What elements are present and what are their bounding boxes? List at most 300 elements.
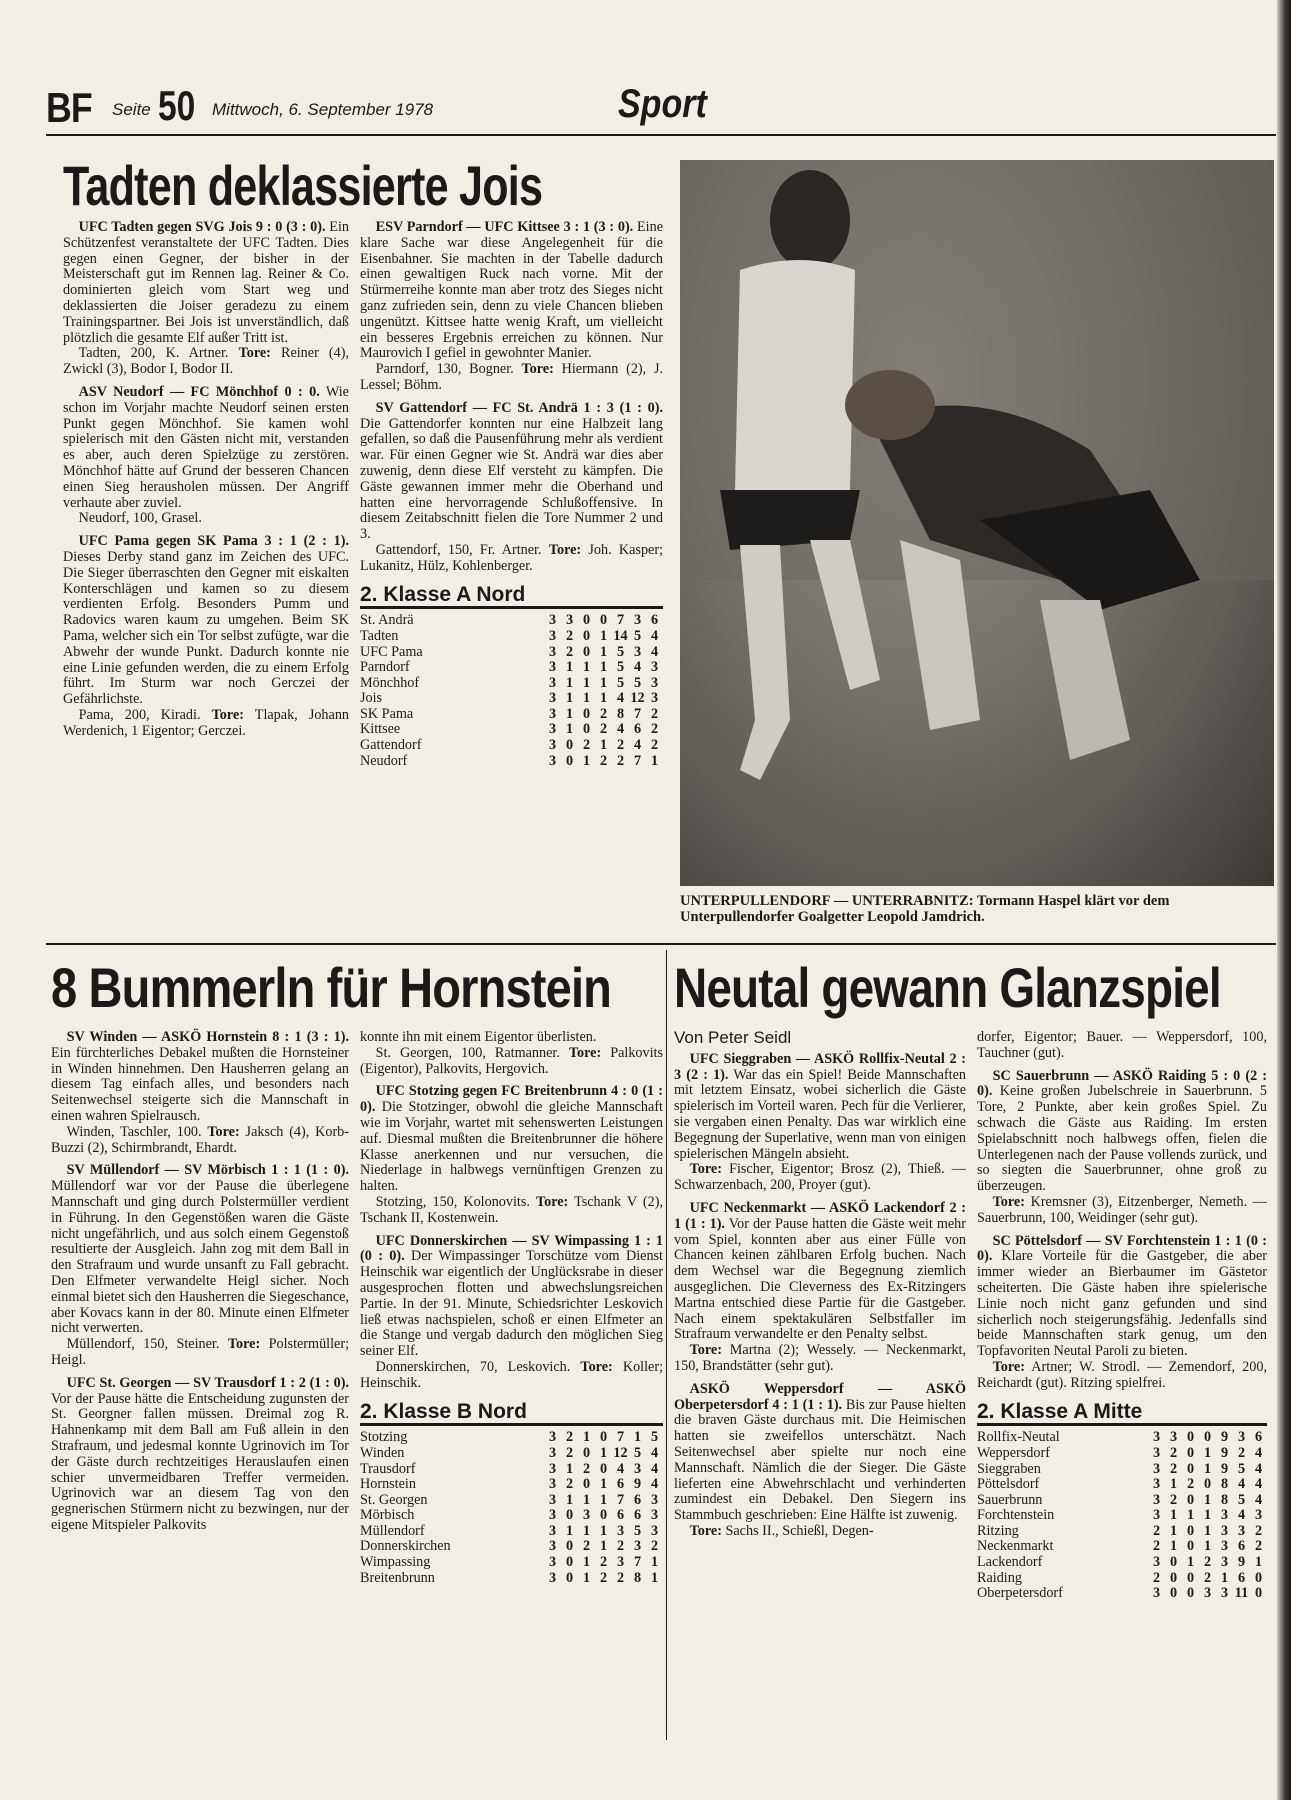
article-text: Dieses Derby stand ganz im Zeichen des UFC. Die Sieger überraschten den Gegner mit eiskalten Konterschlägen und kamen so zu diesem verdienten Erfolg. Besonders Pumm und Radovics waren kaum zu umgehen. Beim SK Pama, welcher sich ein Tor selbst zufügte, war die Abwehr der wunde Punkt. Dadurch konnte nie eine Linie gefunden werden, die zu einem Erfolg führt. Im Sturm war noch Gerczei der Gefährlichste. [63,548,349,708]
standings-title: 2. Klasse B Nord [360,1404,663,1427]
standings-value: 3 [1237,1429,1246,1446]
match-result-heading: SV Gattendorf — FC St. Andrä 1 : 3 (1 : 0). [375,399,663,416]
standings-value: 6 [616,1507,625,1524]
article-paragraph [674,1382,966,1524]
match-result-heading: SV Müllendorf — SV Mörbisch 1 : 1 (1 : 0). [66,1162,349,1179]
article-paragraph [977,1069,1267,1195]
goals-label: Tore: [568,1044,602,1061]
standings-value: 2 [565,1429,574,1446]
standings-value: 1 [599,627,608,644]
team-name: Raiding [977,1569,1022,1586]
standings-value: 0 [1186,1585,1195,1602]
standings-value: 3 [1152,1444,1161,1461]
standings-value: 1 [599,659,608,676]
standings-row [360,660,663,676]
scan-edge [1277,0,1291,1800]
standings-value: 3 [548,643,557,660]
standings-value: 3 [1254,1507,1263,1524]
standings-value: 3 [1152,1476,1161,1493]
standings-value: 1 [599,737,608,754]
standings-value: 3 [548,690,557,707]
standings-value: 2 [599,1554,608,1571]
goals-label: Tore: [689,1342,722,1359]
match-venue-referee: Parndorf, 130, Bogner. [375,361,514,378]
standings-value: 3 [650,1491,659,1508]
standings-value: 1 [1186,1507,1195,1524]
standings-value: 0 [1186,1491,1195,1508]
standings-row [360,645,663,661]
standings-value: 2 [650,737,659,754]
standings-row [360,707,663,723]
article-text: Die Stotzinger, obwohl die gleiche Mannschaft wie im Vorjahr, wartet mit sehenswerten Leistungen auf. Diesmal mußten die Breitenbrunner die höhere Klasse anerkennen und nur versuchen, die Niederlage in halbwegs vernünftigen Grenzen zu halten. [360,1099,663,1195]
article-text: Der Wimpassinger Torschütze vom Dienst Heinschik war eigentlich der Unglücksrabe in dieser ausgesprochen flotten und abwechslungsreichen Partie. In der 91. Minute, Schiedsrichter Leskovich ließ etwas nachspielen, schoß er einen Elfmeter an die Stange und vergab dadurch den möglichen Sieg seiner Elf. [360,1248,663,1360]
standings-value: 1 [565,705,574,722]
standings-value: 3 [650,659,659,676]
standings-value: 3 [582,1507,591,1524]
standings-value: 2 [1169,1460,1178,1477]
standings-row [360,1430,663,1446]
match-result-heading: SV Winden — ASKÖ Hornstein 8 : 1 (3 : 1). [66,1029,349,1045]
standings-value: 3 [548,752,557,769]
section-rule [46,943,1276,945]
standings-value: 3 [548,1491,557,1508]
standings-value: 1 [599,1476,608,1493]
article-column-body [674,1052,966,1540]
article-paragraph [360,1084,663,1195]
article-column [674,1030,966,1540]
team-name: Kittsee [360,721,401,738]
standings-value: 3 [548,659,557,676]
standings-value: 1 [650,752,659,769]
article-paragraph [360,220,663,362]
article-text: Müllendorf war vor der Pause die überlegene Mannschaft und ging durch Polstermüller verdient in Führung. In den Gegenstößen waren die Gäste nicht ungefährlich, und aus solch einem Gegenstoß resultierte der Ausgleich. Jahn zog mit dem Ball in den Strafraum und wurde unsanft zu Fall gebracht. Den Elfmeter verwandelte Heigl sicher. Noch einmal bietet sich den Hausherren die Siegeschance, aber Kovacs kann in der 80. Minute einen Elfmeter nicht verwerten. [51,1178,349,1337]
team-name: Tadten [360,627,399,644]
article-paragraph [360,1030,663,1046]
match-result-heading: ASV Neudorf — FC Mönchhof 0 : 0. [78,383,320,400]
standings-value: 6 [633,721,642,738]
standings-value: 1 [565,1460,574,1477]
standings-value: 2 [1254,1538,1263,1555]
match-result-heading: UFC Tadten gegen SVG Jois 9 : 0 (3 : 0). [78,219,326,235]
standings-value: 8 [1220,1476,1229,1493]
standings-value: 5 [633,1522,642,1539]
standings-value: 9 [633,1476,642,1493]
standings-value: 2 [565,1476,574,1493]
goals-label: Tore: [211,706,244,723]
standings-value: 2 [616,1569,625,1586]
match-venue-referee: Pama, 200, Kiradi. [78,706,201,723]
standings-value: 3 [548,1429,557,1446]
standings-value: 3 [1152,1460,1161,1477]
match-photo [680,160,1274,886]
standings-row [360,1462,663,1478]
standings-value: 4 [1254,1460,1263,1477]
standings-value: 2 [1203,1554,1212,1571]
match-info [63,511,349,527]
standings-value: 1 [565,659,574,676]
standings-value: 3 [616,1554,625,1571]
article-paragraph [360,1234,663,1360]
standings-value: 6 [1254,1429,1263,1446]
goals-label: Tore: [535,1193,569,1210]
standings-value: 0 [565,1569,574,1586]
standings-value: 2 [1152,1522,1161,1539]
standings-value: 1 [650,1569,659,1586]
standings-value: 3 [548,1554,557,1571]
standings-row [977,1430,1267,1446]
standings-value: 7 [633,705,642,722]
goals-label: Tore: [548,541,582,558]
article-column [63,220,349,740]
match-info [360,1195,663,1227]
standings-value: 11 [1234,1585,1249,1602]
standings-value: 0 [599,612,608,629]
article-paragraph [51,1030,349,1125]
byline: Von Peter Seidl [674,1028,792,1047]
article-text: dorfer, Eigentor; Bauer. — Weppersdorf, 100, Tauchner (gut). [977,1029,1267,1061]
match-result-heading: UFC Pama gegen SK Pama 3 : 1 (2 : 1). [78,533,349,550]
standings-value: 3 [1152,1554,1161,1571]
goal-scorers: Kremsner (3), Eitzenberger, Nemeth. — Sauerbrunn, 100, Weidinger (sehr gut). [977,1193,1267,1226]
standings-value: 1 [1254,1554,1263,1571]
match-result-heading: ASKÖ Weppersdorf — ASKÖ Oberpetersdorf 4 : 1 (1 : 1). [674,1380,966,1413]
team-name: Sieggraben [977,1460,1041,1477]
standings-value: 3 [548,1476,557,1493]
team-name: Müllendorf [360,1522,425,1539]
standings-value: 0 [1254,1569,1263,1586]
standings-value: 8 [616,705,625,722]
standings-value: 9 [1220,1460,1229,1477]
standings-row [360,1571,663,1587]
standings-value: 0 [1186,1429,1195,1446]
standings-value: 0 [1186,1522,1195,1539]
standings-value: 2 [599,752,608,769]
standings-value: 5 [633,674,642,691]
standings-value: 0 [582,1476,591,1493]
standings-value: 1 [582,1554,591,1571]
standings-value: 0 [582,627,591,644]
team-name: Forchtenstein [977,1507,1055,1524]
standings-value: 2 [650,705,659,722]
standings-row [360,1477,663,1493]
standings-row [977,1508,1267,1524]
standings-value: 2 [1254,1522,1263,1539]
standings-value: 4 [1254,1491,1263,1508]
standings-value: 0 [599,1507,608,1524]
standings-value: 1 [1186,1554,1195,1571]
standings-value: 2 [616,752,625,769]
standings-value: 3 [1152,1491,1161,1508]
standings-value: 2 [616,1538,625,1555]
standings-value: 4 [650,1460,659,1477]
standings-row [977,1493,1267,1509]
standings-value: 4 [633,737,642,754]
standings-value: 0 [599,1429,608,1446]
team-name: Mönchhof [360,674,420,691]
standings-value: 1 [599,1491,608,1508]
standings-value: 5 [616,674,625,691]
standings-row [977,1586,1267,1602]
standings-row [977,1555,1267,1571]
goals-label: Tore: [521,361,554,378]
team-name: Rollfix-Neutal [977,1429,1060,1446]
match-info [674,1343,966,1375]
article-paragraph [63,220,349,346]
standings-value: 7 [616,1429,625,1446]
standings-row [360,676,663,692]
standings-value: 7 [616,612,625,629]
standings-value: 6 [633,1491,642,1508]
standings-value: 0 [1203,1476,1212,1493]
standings-value: 1 [599,674,608,691]
standings-value: 4 [1254,1444,1263,1461]
goal-scorers: Jaksch (4), Korb-Buzzi (2), Schirmbrandt, Ehardt. [51,1123,349,1156]
standings-title: 2. Klasse A Nord [360,587,663,610]
standings-value: 1 [1203,1460,1212,1477]
standings-value: 1 [582,1491,591,1508]
standings-value: 4 [650,627,659,644]
standings-value: 5 [633,1444,642,1461]
standings-value: 0 [565,737,574,754]
match-result-heading: UFC St. Georgen — SV Trausdorf 1 : 2 (1 : 0). [66,1374,349,1391]
standings-value: 2 [565,1444,574,1461]
standings-value: 2 [599,721,608,738]
standings-value: 0 [1186,1444,1195,1461]
standings-value: 0 [582,705,591,722]
team-name: Breitenbrunn [360,1569,435,1586]
team-name: St. Andrä [360,612,414,629]
standings-row [360,722,663,738]
standings-value: 1 [599,1522,608,1539]
standings-value: 4 [650,643,659,660]
article-text: Keine großen Jubelschreie in Sauerbrunn. 5 Tore, 2 Punkte, aber kein großes Spiel. Zu schwach die Gäste aus Raiding. Im ersten Spielabschnitt noch halbwegs offen, fielen die Unterlegenen nach der Pause vollends zurück, und so siegten die Sauerbrunner, ohne groß zu überzeugen. [977,1083,1267,1195]
standings-value: 3 [650,690,659,707]
standings-value: 5 [633,627,642,644]
article-paragraph [674,1201,966,1343]
article-text: Ein Schützenfest veranstaltete der UFC Tadten. Dies gegen einen Gegner, der bisher in der Meisterschaft gut im Rennen lag. Reiner & Co. dominierten gleich vom Start weg und deklassierten die Joiser geradezu zu einem Trainingspartner. Bei Jois ist unverständlich, daß plötzlich die gesamte Elf außer Tritt ist. [63,219,349,346]
standings-value: 2 [582,1460,591,1477]
match-venue-referee: St. Georgen, 100, Ratmanner. [375,1044,560,1061]
standings-value: 3 [633,1460,642,1477]
page-label: Seite [112,100,151,119]
standings-value: 1 [582,1569,591,1586]
team-name: Parndorf [360,659,410,676]
goal-scorers: Sachs II., Schießl, Degen- [725,1522,874,1539]
goals-label: Tore: [580,1358,613,1375]
standings-table [360,613,663,769]
match-venue-referee: Donnerskirchen, 70, Leskovich. [375,1358,571,1375]
match-info [360,1046,663,1078]
standings-value: 0 [565,1538,574,1555]
standings-value: 0 [1169,1585,1178,1602]
goal-scorers: Joh. Kasper; Lukanitz, Hülz, Kohlenberger. [360,541,664,574]
match-result-heading: UFC Donnerskirchen — SV Wimpassing 1 : 1 (0 : 0). [360,1232,663,1265]
standings-value: 6 [650,612,659,629]
standings-value: 3 [1220,1522,1229,1539]
match-info [51,1337,349,1369]
match-venue-referee: Tadten, 200, K. Artner. [78,345,229,362]
team-name: St. Georgen [360,1491,428,1508]
standings-value: 3 [1169,1429,1178,1446]
standings-value: 8 [1220,1491,1229,1508]
standings-value: 3 [548,705,557,722]
standings-value: 0 [1186,1538,1195,1555]
standings-value: 1 [1203,1522,1212,1539]
standings-value: 2 [650,1538,659,1555]
team-name: Stotzing [360,1429,408,1446]
standings-value: 3 [650,1522,659,1539]
goals-label: Tore: [227,1336,261,1353]
goal-scorers: Reiner (4), Zwickl (3), Bodor I, Bodor II. [63,345,349,378]
match-result-heading: UFC Neckenmarkt — ASKÖ Lackendorf 2 : 1 (1 : 1). [674,1199,966,1232]
match-info [360,1360,663,1392]
standings-value: 1 [1169,1507,1178,1524]
match-info [674,1162,966,1194]
team-name: Pöttelsdorf [977,1476,1040,1493]
standings-row [360,691,663,707]
article-paragraph [674,1052,966,1163]
article-text: Klare Vorteile für die Gastgeber, die aber immer wieder an Bierbaumer im Gästetor scheiterten. Die Gäste haben ihre spielerische Linie noch nicht ganz gefunden und sind sicherlich noch steigerungsfähig. Jedenfalls sind beide Mannschaften stark genug, um den Topfavoriten Neutal Paroli zu bieten. [977,1248,1267,1360]
standings-value: 6 [616,1476,625,1493]
goal-scorers: Polstermüller; Heigl. [51,1336,350,1368]
standings-value: 2 [582,737,591,754]
standings-value: 1 [582,1522,591,1539]
standings-value: 4 [616,721,625,738]
standings-value: 5 [616,659,625,676]
goal-scorers: Artner; W. Strodl. — Zemendorf, 200, Reichardt (gut). Ritzing spielfrei. [977,1358,1268,1391]
standings-value: 5 [616,643,625,660]
team-name: Weppersdorf [977,1444,1050,1461]
standings-value: 3 [633,1538,642,1555]
match-venue-referee: Müllendorf, 150, Steiner. [66,1336,220,1353]
goal-scorers: Koller; Heinschik. [360,1358,664,1391]
standings-value: 3 [548,1507,557,1524]
standings-value: 2 [565,627,574,644]
standings-value: 3 [548,1569,557,1586]
match-info [63,346,349,378]
standings-value: 4 [616,1460,625,1477]
standings-value: 1 [565,674,574,691]
article-column [360,1030,663,1586]
standings-value: 1 [582,1429,591,1446]
standings-value: 1 [599,643,608,660]
standings-row [360,1555,663,1571]
standings-value: 1 [650,1554,659,1571]
goal-scorers: Tlapak, Johann Werdenich, 1 Eigentor; Gerczei. [63,706,350,739]
standings-value: 2 [565,643,574,660]
match-info [977,1195,1267,1227]
standings-value: 1 [1169,1476,1178,1493]
article-text: Vor der Pause hatten die Gäste weit mehr vom Spiel, konnten aber aus einer Fülle von Chancen keinen zählbaren Erfolg buchen. Nach dem Wechsel war die Begegnung ziemlich ausgeglichen. Die Cleverness des Ex-Ritzingers Martna entschied diese Partie für die Gastgeber. Nach einem spektakulären Selbstfaller im Strafraum verwandelte er den Penalty selbst. [674,1215,966,1343]
standings-value: 3 [548,737,557,754]
article-text: Wie schon im Vorjahr machte Neudorf seinen ersten Punkt gegen Mönchhof. Sie kamen wohl spielerisch mit den Gästen nicht mit, verstanden es aber, auch deren Spielzüge zu zerstören. Mönchhof hätte auf Grund der besseren Chancen einen Sieg herausholen müssen. Der Angriff verhaute aber zuviel. [63,383,349,511]
article-paragraph [977,1030,1267,1062]
standings-row [360,629,663,645]
standings-value: 3 [1152,1429,1161,1446]
standings-row [977,1539,1267,1555]
team-name: Ritzing [977,1522,1019,1539]
standings-value: 1 [565,690,574,707]
standings-value: 1 [582,752,591,769]
article-text: War das ein Spiel! Beide Mannschaften mit letztem Einsatz, wobei sicherlich die Gäste spielerisch im Vorteil waren. Pech für die Verlierer, sie vergaben einen Penalty. Das war wirklich eine Begegnung der Superlative, wenn man von einigen spielerischen Mängeln absieht. [674,1066,966,1162]
standings-value: 0 [1169,1554,1178,1571]
standings-value: 3 [548,627,557,644]
standings-value: 6 [1237,1569,1246,1586]
article-column [360,220,663,769]
standings-table [977,1430,1267,1602]
standings-value: 0 [565,1507,574,1524]
photo-caption: UNTERPULLENDORF — UNTERRABNITZ: Tormann Haspel klärt vor dem Unterpullendorfer Goalgetter Leopold Jamdrich. [680,893,1170,925]
article-text: Ein fürchterliches Debakel mußten die Hornsteiner in Winden hinnehmen. Den Hausherren gelang an diesem Tag einfach alles, und besonders nach Seitenwechsel steigerte sich die Mannschaft in einen wahren Spielrausch. [51,1044,349,1124]
standings-value: 2 [1152,1538,1161,1555]
standings-value: 3 [548,674,557,691]
standings-value: 1 [565,721,574,738]
standings-value: 7 [633,752,642,769]
standings-value: 1 [565,1522,574,1539]
headline-hornstein: 8 Bummerln für Hornstein [51,956,612,1019]
standings-row [360,1508,663,1524]
standings-value: 12 [613,1444,628,1461]
standings-value: 3 [616,1522,625,1539]
standings-value: 12 [630,690,645,707]
standings-row [360,1493,663,1509]
goal-scorers: Martna (2); Wessely. — Neckenmarkt, 150, Brandstätter (sehr gut). [674,1342,967,1374]
standings-row [977,1571,1267,1587]
standings-row [977,1524,1267,1540]
standings-value: 3 [548,1538,557,1555]
standings-value: 2 [1169,1491,1178,1508]
standings-value: 3 [548,612,557,629]
standings-value: 0 [1254,1585,1263,1602]
article-paragraph [63,385,349,511]
standings-value: 1 [599,1538,608,1555]
standings-value: 2 [599,705,608,722]
standings-value: 5 [1237,1491,1246,1508]
standings-value: 3 [1220,1554,1229,1571]
goal-scorers: Tschank V (2), Tschank II, Kostenwein. [360,1193,663,1226]
standings-row [977,1477,1267,1493]
standings-value: 9 [1220,1429,1229,1446]
standings-value: 4 [1237,1476,1246,1493]
team-name: Mörbisch [360,1507,415,1524]
standings-value: 0 [1203,1429,1212,1446]
article-text: Die Gattendorfer konnten nur eine Halbzeit lang gefallen, so daß die Pausenführung mehr als verdient war. Für einen Gegner wie St. Andrä war dies aber zuwenig, denn diese Elf versteht zu kämpfen. Die Gäste gewannen immer mehr die Oberhand und hatten eine hervorragende Schlußoffensive. In diesem Zeitabschnitt fielen die Tore Nummer 2 und 3. [360,415,663,543]
standings-value: 2 [599,1569,608,1586]
team-name: Jois [360,690,383,707]
standings-value: 1 [565,1491,574,1508]
standings-value: 1 [599,690,608,707]
standings-value: 1 [599,1444,608,1461]
standings-value: 0 [582,612,591,629]
team-name: Gattendorf [360,737,422,754]
goal-scorers: Palkovits (Eigentor), Palkovits, Hergovich. [360,1044,664,1077]
team-name: UFC Pama [360,643,423,660]
article-column [51,1030,349,1534]
match-result-heading: UFC Sieggraben — ASKÖ Rollfix-Neutal 2 : 3 (2 : 1). [674,1050,966,1083]
standings-value: 1 [582,690,591,707]
standings-value: 2 [582,1538,591,1555]
article-text: konnte ihn mit einem Eigentor überlisten. [360,1029,597,1045]
issue-date: Mittwoch, 6. September 1978 [212,100,434,119]
team-name: Neudorf [360,752,408,769]
standings-value: 0 [565,1554,574,1571]
players-photo-illustration [680,160,1274,886]
section-title: Sport [618,82,707,126]
standings-value: 7 [633,1554,642,1571]
standings-row [977,1446,1267,1462]
standings-value: 1 [1203,1507,1212,1524]
standings-value: 0 [599,1460,608,1477]
